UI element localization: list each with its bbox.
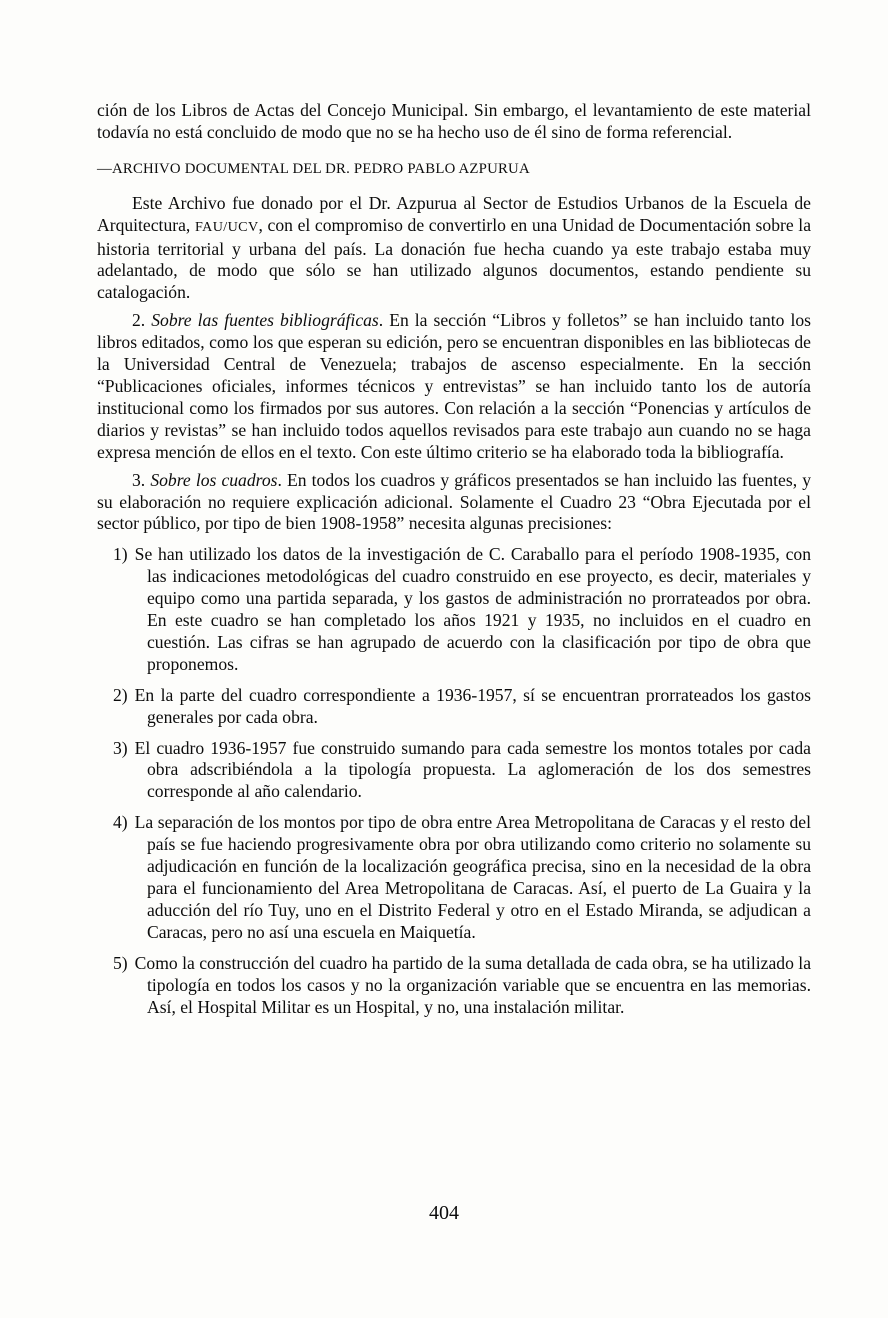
list-item-5-marker: 5) xyxy=(113,952,128,973)
archive-paragraph-text-1: Este Archivo fue donado por el Dr. Azpurua al Sector de Estudios Urbanos de la Escuela de Arquitectura, xyxy=(97,192,811,235)
list-item-4-marker: 4) xyxy=(113,812,128,833)
archive-paragraph xyxy=(97,193,811,305)
sources-paragraph-number: 2. xyxy=(132,310,152,331)
continuation-paragraph: ción de los Libros de Actas del Concejo Municipal. Sin embargo, el levantamiento de este material todavía no está concluido de modo que no se ha hecho uso de él sino de forma referencial. xyxy=(97,100,811,142)
page-number: 404 xyxy=(429,1202,459,1224)
list-item-2-text: En la parte del cuadro correspondiente a 1936-1957, sí se encuentran prorrateados los gastos generales por cada obra. xyxy=(134,684,811,727)
cuadros-paragraph-number: 3. xyxy=(132,469,151,490)
sources-paragraph xyxy=(97,310,811,463)
archive-section-heading: —ARCHIVO DOCUMENTAL DEL DR. PEDRO PABLO AZPURUA xyxy=(97,160,530,177)
list-item-2 xyxy=(97,685,811,729)
list-item-3 xyxy=(97,738,811,804)
list-item-5 xyxy=(97,953,811,1019)
cuadros-paragraph-title: Sobre los cuadros xyxy=(150,469,278,490)
page-text-block xyxy=(97,100,811,1018)
fau-ucv-abbreviation: FAU/UCV xyxy=(194,218,259,235)
list-item-1-text: Se han utilizado los datos de la investigación de C. Caraballo para el período 1908-1935, con las indicaciones metodológicas del cuadro construido en ese proyecto, es decir, materiales y equipo como una partida separada, y los gastos de administración no prorrateados por obra. En este cuadro se han completado los años 1921 y 1935, no incluidos en el cuadro en cuestión. Las cifras se han agrupado de acuerdo con la clasificación por tipo de obra que proponemos. xyxy=(134,544,811,674)
cuadros-paragraph-body: . En todos los cuadros y gráficos presentados se han incluido las fuentes, y su elaboración no requiere explicación adicional. Solamente el Cuadro 23 “Obra Ejecutada por el sector público, por tipo de bien 1908-1958” necesita algunas precisiones: xyxy=(97,469,812,534)
archive-paragraph-text-2: , con el compromiso de convertirlo en una Unidad de Documentación sobre la historia territorial y urbana del país. La donación fue hecha cuando ya este trabajo estaba muy adelantado, de modo que sólo se han utilizado algunos documentos, estando pendiente su catalogación. xyxy=(97,214,812,303)
list-item-4 xyxy=(97,812,811,943)
list-item-3-text: El cuadro 1936-1957 fue construido sumando para cada semestre los montos totales por cada obra adscribiéndola a la tipología propuesta. La aglomeración de los dos semestres corresponde al año calendario. xyxy=(134,737,811,802)
list-item-4-text: La separación de los montos por tipo de obra entre Area Metropolitana de Caracas y el resto del país se fue haciendo progresivamente obra por obra utilizando como criterio no solamente su adjudicación en función de la localización geográfica precisa, sino en la necesidad de la obra para el funcionamiento del Area Metropolitana de Caracas. Así, el puerto de La Guaira y la aducción del río Tuy, uno en el Distrito Federal y otro en el Estado Miranda, se adjudican a Caracas, pero no así una escuela en Maiquetía. xyxy=(134,812,811,942)
list-item-1-marker: 1) xyxy=(113,544,128,565)
sources-paragraph-body: . En la sección “Libros y folletos” se han incluido tanto los libros editados, como los que esperan su edición, pero se encuentran disponibles en las bibliotecas de la Universidad Central de Venezuela; trabajos de ascenso especialmente. En la sección “Publicaciones oficiales, informes técnicos y entrevistas” se han incluido tanto los de autoría institucional como los firmados por sus autores. Con relación a la sección “Ponencias y artículos de diarios y revistas” se han incluido todos aquellos revisados para este trabajo aun cuando no se haga expresa mención de ellos en el texto. Con este último criterio se ha elaborado toda la bibliografía. xyxy=(97,310,811,462)
numbered-notes-list xyxy=(97,544,811,1018)
list-item-3-marker: 3) xyxy=(113,737,128,758)
cuadros-paragraph xyxy=(97,470,811,536)
list-item-2-marker: 2) xyxy=(113,684,128,705)
list-item-5-text: Como la construcción del cuadro ha partido de la suma detallada de cada obra, se ha utilizado la tipología en todos los casos y no la organización variable que se encuentra en las memorias. Así, el Hospital Militar es un Hospital, y no, una instalación militar. xyxy=(134,952,811,1017)
list-item-1 xyxy=(97,544,811,675)
sources-paragraph-title: Sobre las fuentes bibliográficas xyxy=(151,310,379,331)
